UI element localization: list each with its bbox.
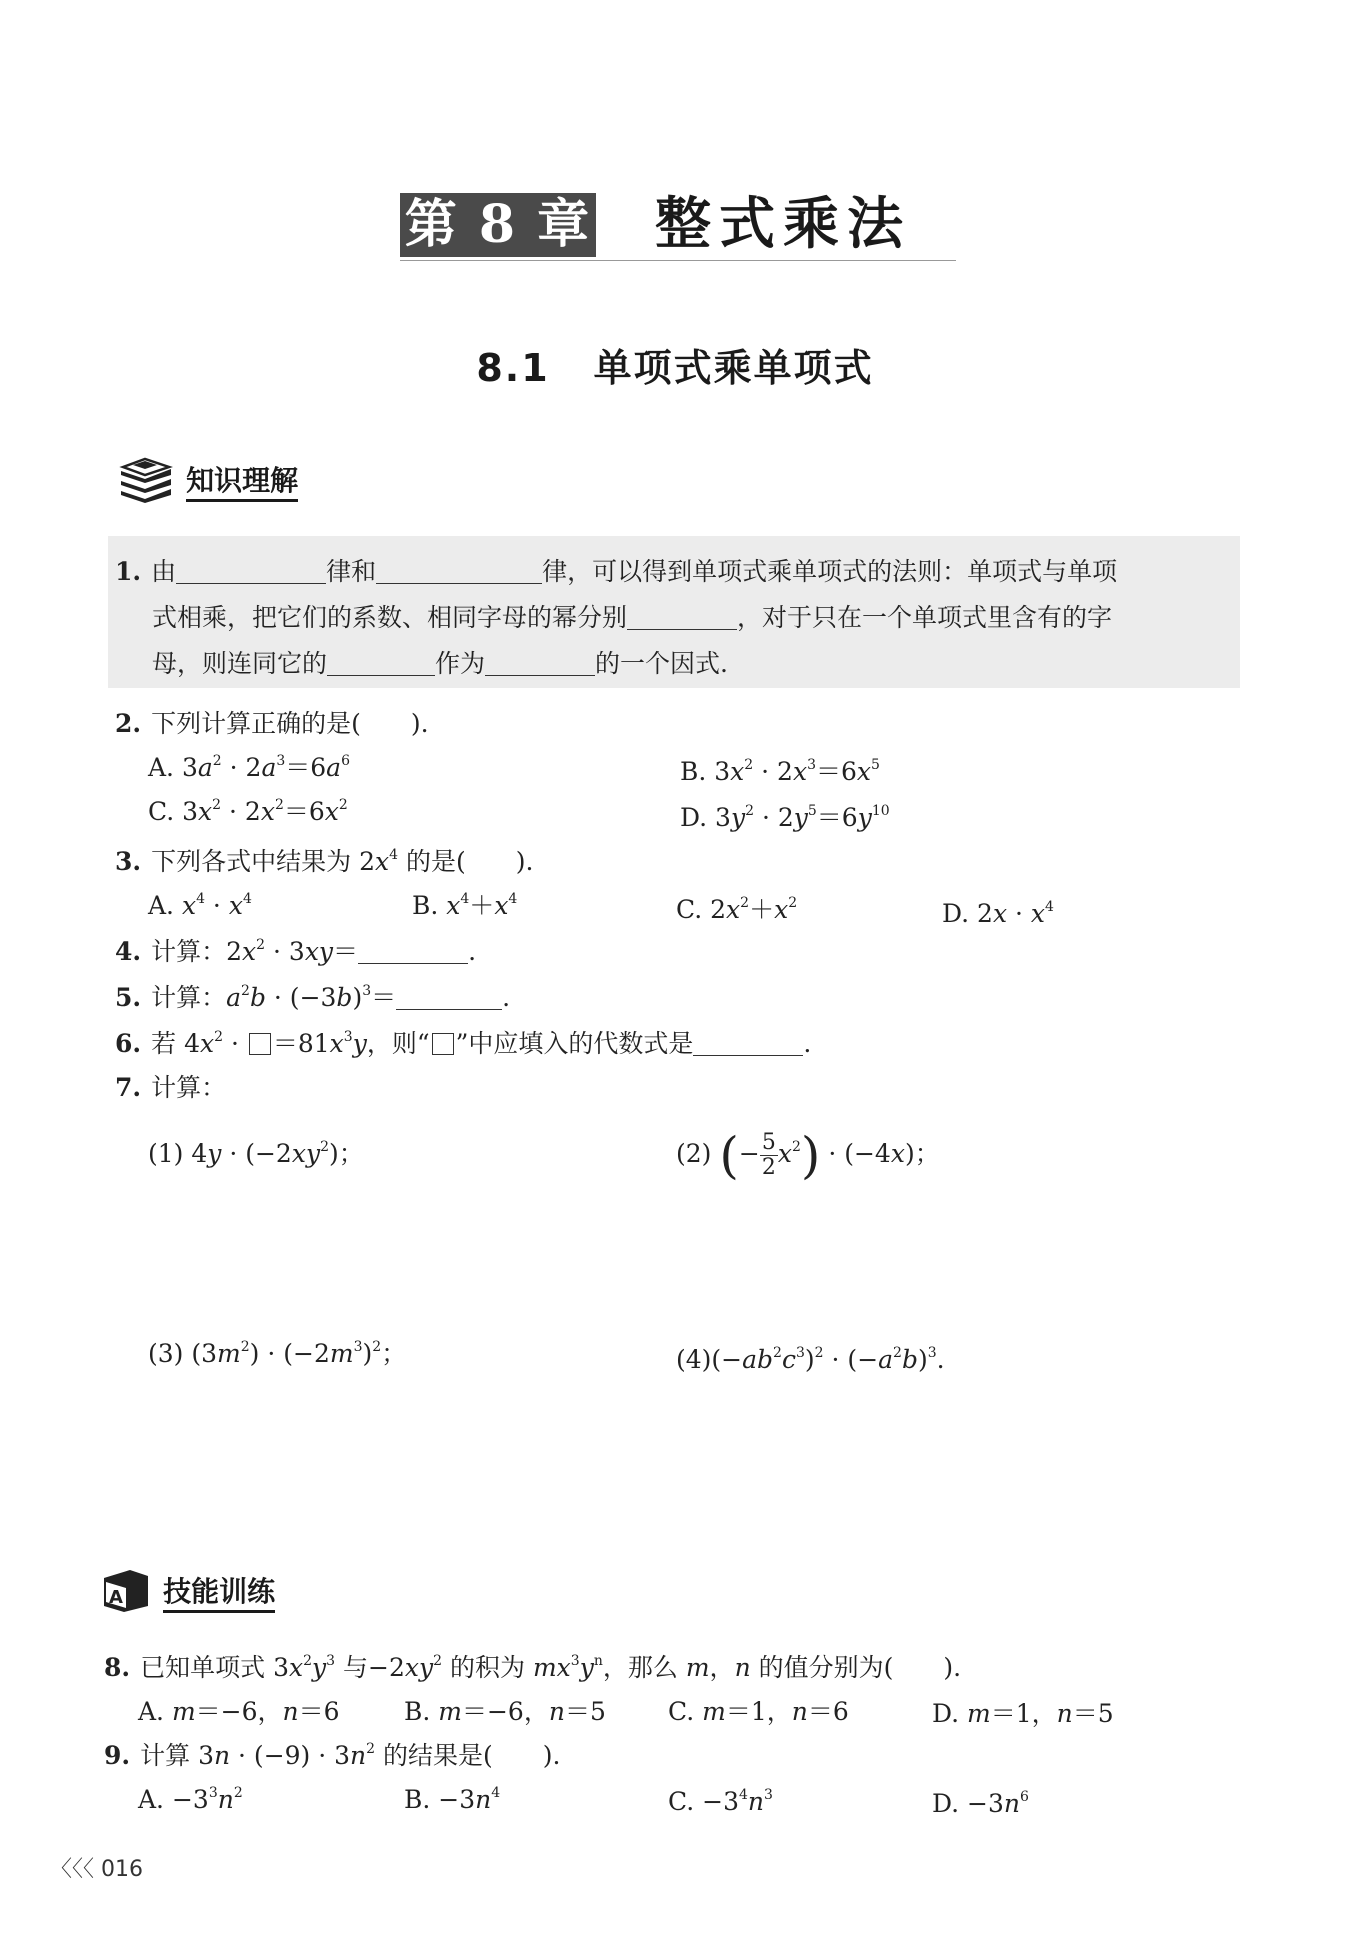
q2-option-c: C. $3x^2 \cdot 2x^2=6x^2$ — [148, 797, 348, 826]
placeholder-box — [249, 1033, 271, 1055]
q1-blank-3 — [627, 605, 737, 630]
q7-part-2: (2) (− $\frac{5}{2}$ $x^2) \cdot (-4x)$； — [676, 1126, 940, 1185]
q1-blank-5 — [485, 651, 595, 676]
q6-blank — [693, 1031, 803, 1056]
q8-option-b: B. m＝−6，n＝5 — [404, 1697, 606, 1726]
q3-stem: 3. 下列各式中结果为 $2x^4$ 的是( ). — [115, 847, 534, 876]
q3-option-d: D. $2x \cdot x^4$ — [942, 899, 1054, 928]
q9-option-d: D. $-3n^6$ — [932, 1789, 1029, 1818]
chapter-title: 整式乘法 — [655, 191, 911, 257]
heading-skills-label: 技能训练 — [163, 1575, 275, 1613]
q7-part-3: (3) $(3m^2) \cdot (-2m^3)^2$； — [148, 1339, 407, 1368]
q2-option-a: A. $3a^2 \cdot 2a^3=6a^6$ — [148, 753, 350, 782]
q3-option-b: B. $x^4+x^4$ — [412, 891, 518, 920]
q8-option-c: C. m＝1，n＝6 — [668, 1697, 849, 1726]
q8-option-d: D. m＝1，n＝5 — [932, 1699, 1114, 1728]
q1-blank-2 — [376, 559, 542, 584]
placeholder-box-quoted — [432, 1033, 454, 1055]
heading-knowledge — [115, 455, 298, 503]
section-name: 单项式乘单项式 — [593, 346, 874, 390]
chapter-number: 第 8 章 — [400, 193, 596, 257]
q1-line-1: 1. 由 律和 律，可以得到单项式乘单项式的法则：单项式与单项 — [115, 557, 1118, 586]
q9-option-a: A. $-3^3n^2$ — [138, 1785, 243, 1814]
q7-part-4: $(4)(-ab^2c^3)^2 \cdot (-a^2b)^3$. — [676, 1345, 945, 1374]
q9-option-c: C. $-3^4n^3$ — [668, 1787, 773, 1816]
svg-text:A: A — [109, 1587, 123, 1608]
q3-option-a: A. $x^4 \cdot x^4$ — [148, 891, 252, 920]
heading-knowledge-label: 知识理解 — [186, 464, 298, 502]
q3-option-c: C. $2x^2+x^2$ — [676, 895, 798, 924]
q1-blank-4 — [327, 651, 435, 676]
q4-blank — [358, 939, 468, 964]
q2-stem: 2. 下列计算正确的是( ). — [115, 709, 429, 738]
q2-option-d: D. $3y^2 \cdot 2y^5=6y^{10}$ — [680, 803, 890, 832]
q1-line-2: 式相乘，把它们的系数、相同字母的幂分别 ，对于只在一个单项式里含有的字 — [152, 603, 1113, 632]
q2-option-b: B. $3x^2 \cdot 2x^3=6x^5$ — [680, 757, 880, 786]
page-number: 〈〈〈 016 — [50, 1857, 143, 1882]
q1-blank-1 — [176, 559, 326, 584]
section-number: 8.1 — [476, 346, 550, 390]
chapter-rule — [400, 260, 956, 261]
letter-a-cube-icon — [100, 1566, 152, 1614]
q9-option-b: B. $-3n^4$ — [404, 1785, 501, 1814]
q8-option-a: A. m＝−6，n＝6 — [138, 1697, 340, 1726]
q5: 5. 计算：$a^2b \cdot (-3b)^3=$ . — [115, 983, 511, 1012]
q4: 4. 计算：$2x^2 \cdot 3xy=$ . — [115, 937, 477, 966]
section-title — [0, 337, 1350, 392]
q9-stem: 9. 计算 $3n \cdot (-9) \cdot 3n^2$ 的结果是( ). — [104, 1741, 561, 1770]
q7-stem: 7. 计算： — [115, 1073, 227, 1102]
q7-part-1: (1) $4y \cdot (-2xy^2)$； — [148, 1139, 364, 1168]
q5-blank — [396, 985, 502, 1010]
books-icon — [115, 455, 175, 503]
q8-stem: 8. 已知单项式 $3x^2y^3$ 与$-2xy^2$ 的积为 $mx^3y^n$，那么 m，n 的值分别为( ). — [104, 1653, 962, 1682]
q6: 6. 若 $4x^2 \cdot =81x^3y$，则“ ”中应填入的代数式是 . — [115, 1029, 812, 1058]
q1-line-3: 母，则连同它的 作为 的一个因式. — [152, 649, 728, 678]
heading-skills — [100, 1566, 275, 1614]
